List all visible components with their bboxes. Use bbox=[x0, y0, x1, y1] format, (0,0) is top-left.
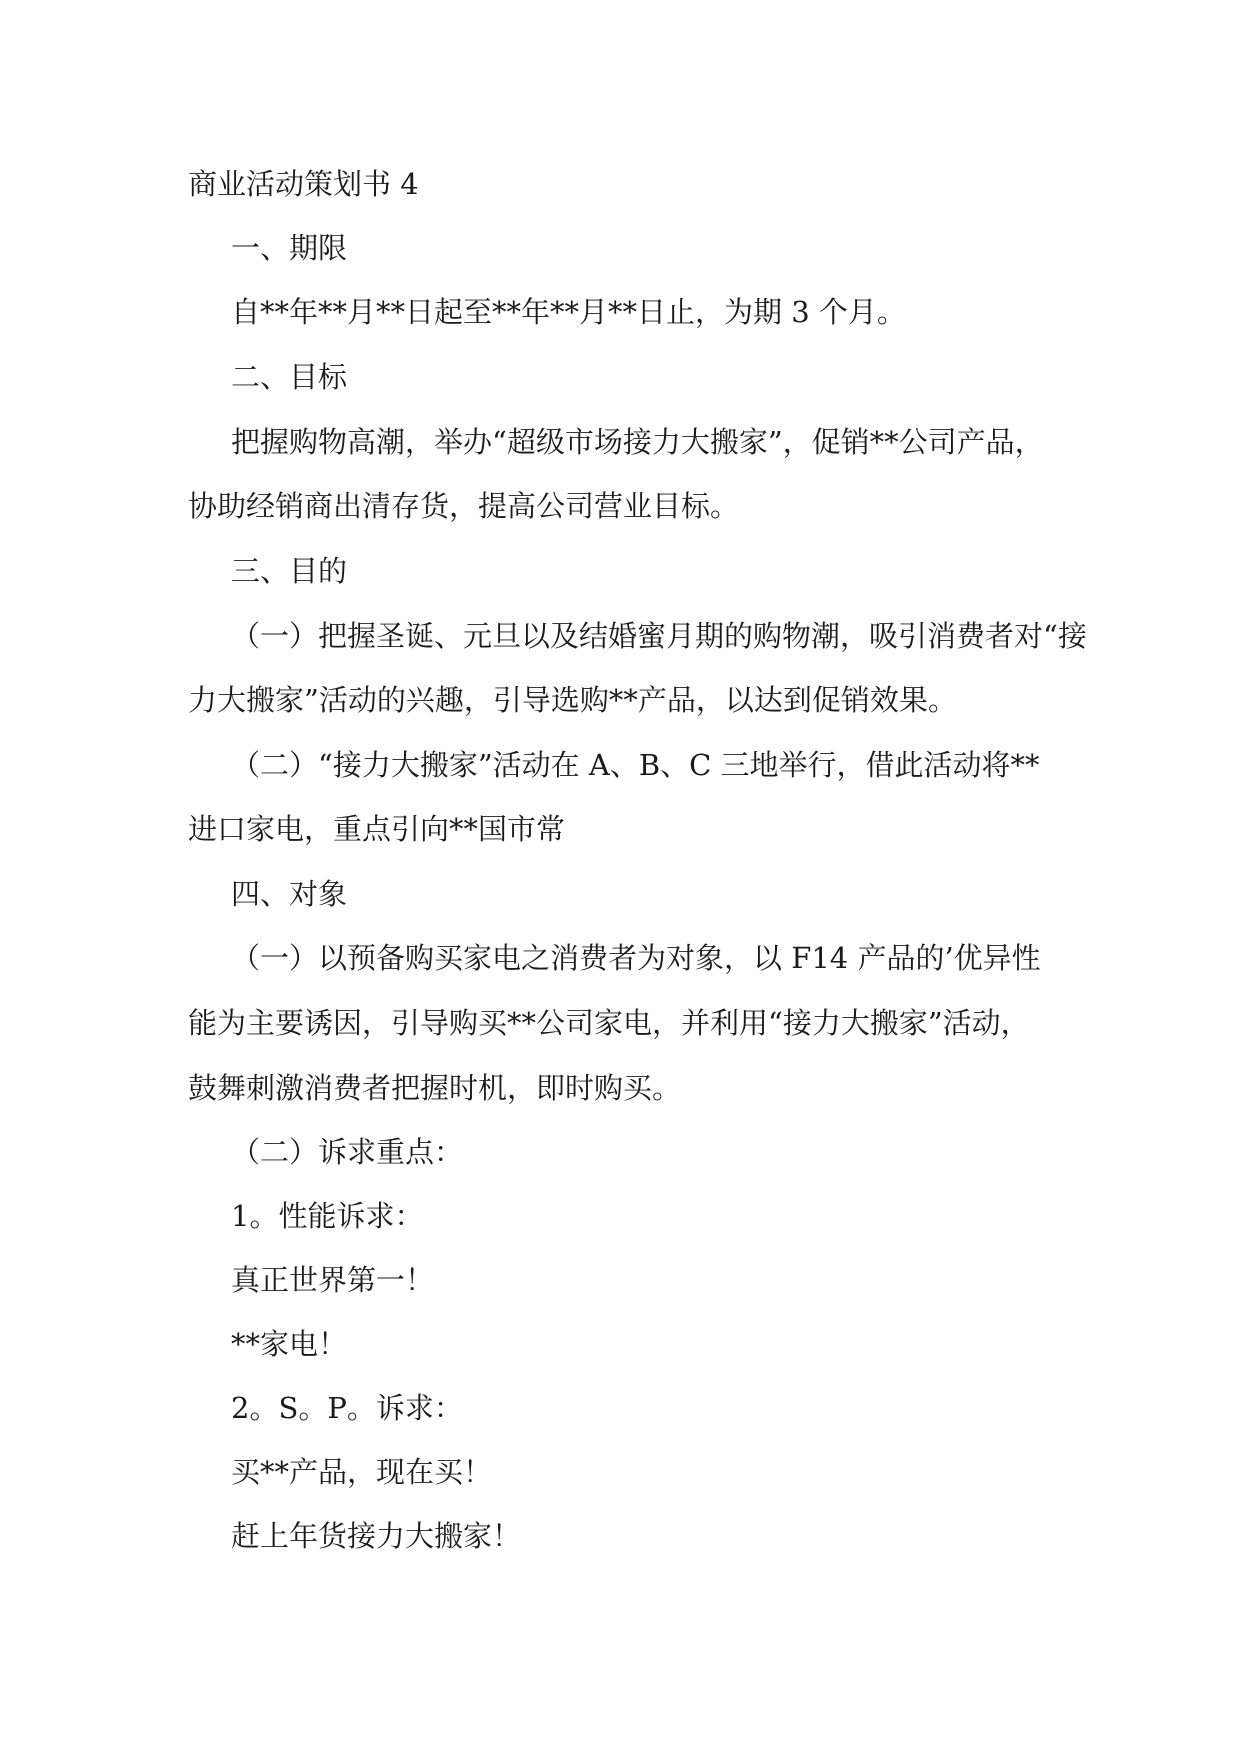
paragraph-line: （一）把握圣诞、元旦以及结婚蜜月期的购物潮，吸引消费者对“接 bbox=[231, 619, 1087, 653]
list-item-sp-appeal: 2。S。P。诉求： bbox=[231, 1391, 463, 1425]
paragraph-line: 力大搬家”活动的兴趣，引导选购**产品，以达到促销效果。 bbox=[188, 683, 957, 717]
document-title: 商业活动策划书 4 bbox=[188, 167, 419, 201]
paragraph-line: （一）以预备购买家电之消费者为对象，以 F14 产品的’优异性 bbox=[231, 941, 1041, 975]
paragraph-line: 鼓舞刺激消费者把握时机，即时购买。 bbox=[188, 1071, 682, 1105]
paragraph-line: 能为主要诱因，引导购买**公司家电，并利用“接力大搬家”活动， bbox=[188, 1006, 1030, 1040]
paragraph-line: （二）“接力大搬家”活动在 A、B、C 三地举行，借此活动将** bbox=[231, 748, 1040, 782]
paragraph-line: 进口家电，重点引向**国市常 bbox=[188, 812, 566, 846]
section-heading-purpose: 三、目的 bbox=[231, 554, 348, 588]
paragraph-line: 自**年**月**日起至**年**月**日止，为期 3 个月。 bbox=[231, 295, 906, 329]
section-heading-period: 一、期限 bbox=[231, 231, 348, 265]
list-item-performance-appeal: 1。性能诉求： bbox=[231, 1199, 424, 1233]
section-heading-target: 四、对象 bbox=[231, 877, 348, 911]
slogan-line: 买**产品，现在买！ bbox=[231, 1455, 493, 1489]
section-heading-goal: 二、目标 bbox=[231, 360, 348, 394]
paragraph-line: 把握购物高潮，举办“超级市场接力大搬家”，促销**公司产品， bbox=[231, 425, 1044, 459]
paragraph-line: 协助经销商出清存货，提高公司营业目标。 bbox=[188, 489, 740, 523]
subheading-appeal-points: （二）诉求重点： bbox=[231, 1135, 464, 1169]
slogan-line: 赶上年货接力大搬家！ bbox=[231, 1519, 522, 1553]
slogan-line: 真正世界第一！ bbox=[231, 1263, 435, 1297]
slogan-line: **家电！ bbox=[231, 1327, 348, 1361]
